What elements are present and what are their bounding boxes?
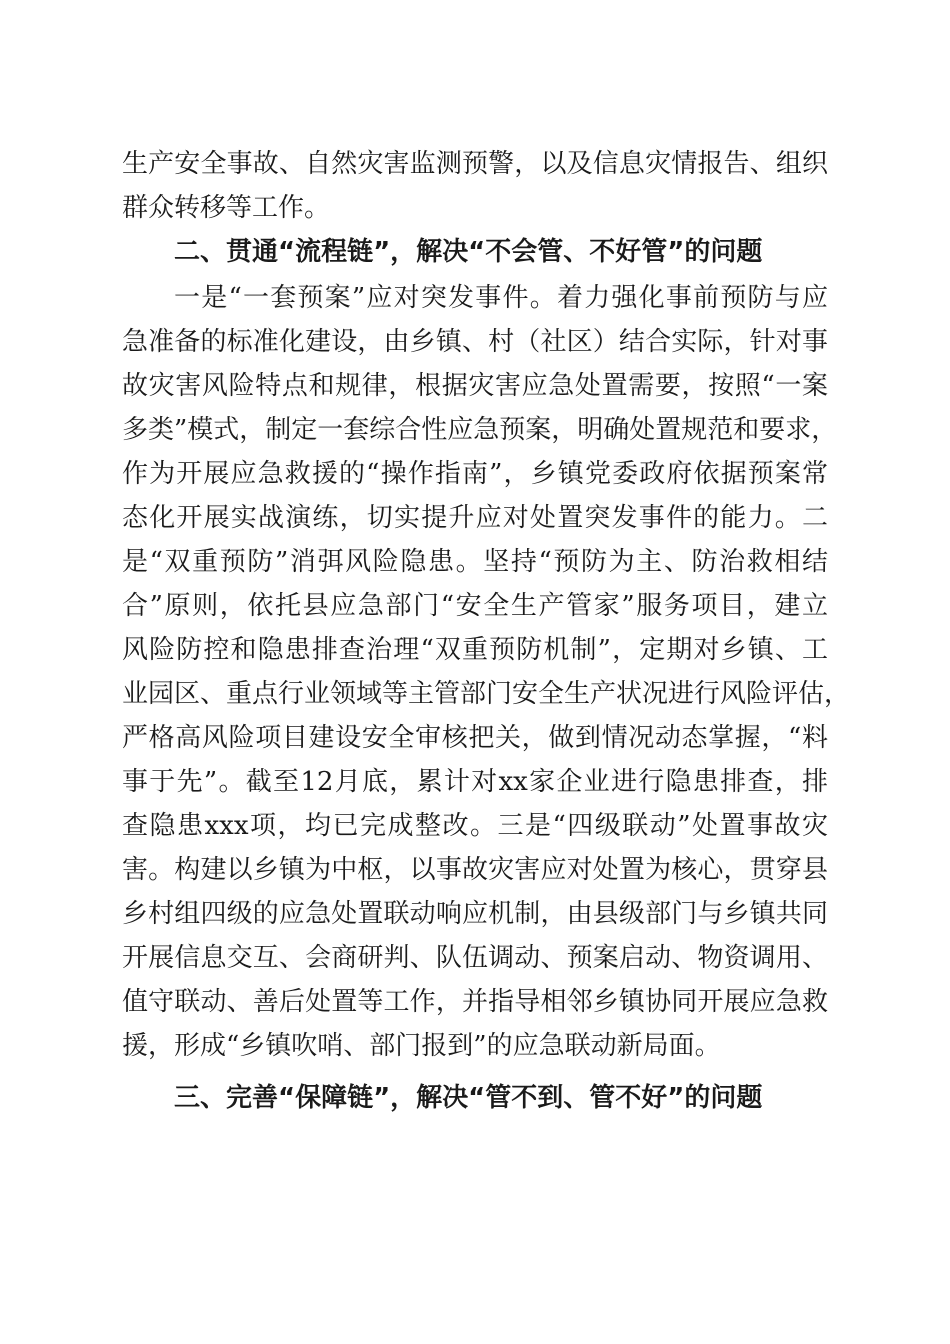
paragraph-line: 援，形成“乡镇吹哨、部门报到”的应急联动新局面。 <box>122 1031 721 1061</box>
section-heading-3: 三、完善“保障链”，解决“管不到、管不好”的问题 <box>174 1083 763 1113</box>
section-heading-2: 二、贯通“流程链”，解决“不会管、不好管”的问题 <box>174 237 763 267</box>
paragraph-line: 值守联动、善后处置等工作，并指导相邻乡镇协同开展应急救 <box>122 987 828 1017</box>
paragraph-line: 害。构建以乡镇为中枢，以事故灾害应对处置为核心，贯穿县 <box>122 855 828 885</box>
paragraph-line: 乡村组四级的应急处置联动响应机制，由县级部门与乡镇共同 <box>122 899 828 929</box>
paragraph-line: 查隐患xxx项，均已完成整改。三是“四级联动”处置事故灾 <box>122 811 828 841</box>
paragraph-line: 是“双重预防”消弭风险隐患。坚持“预防为主、防治救相结 <box>122 547 828 577</box>
paragraph-line: 作为开展应急救援的“操作指南”，乡镇党委政府依据预案常 <box>122 459 828 489</box>
paragraph-line: 合”原则，依托县应急部门“安全生产管家”服务项目，建立 <box>122 591 828 621</box>
paragraph-line: 风险防控和隐患排查治理“双重预防机制”，定期对乡镇、工 <box>122 635 828 665</box>
paragraph-line: 事于先”。截至12月底，累计对xx家企业进行隐患排查，排 <box>122 767 828 797</box>
paragraph-line: 态化开展实战演练，切实提升应对处置突发事件的能力。二 <box>122 503 828 533</box>
paragraph-line: 开展信息交互、会商研判、队伍调动、预案启动、物资调用、 <box>122 943 828 973</box>
paragraph-line: 多类”模式，制定一套综合性应急预案，明确处置规范和要求， <box>122 415 838 445</box>
continuation-line: 生产安全事故、自然灾害监测预警，以及信息灾情报告、组织 <box>122 149 828 179</box>
paragraph-line: 急准备的标准化建设，由乡镇、村（社区）结合实际，针对事 <box>122 327 828 357</box>
continuation-line: 群众转移等工作。 <box>122 193 331 223</box>
paragraph-line: 故灾害风险特点和规律，根据灾害应急处置需要，按照“一案 <box>122 371 828 401</box>
paragraph-line: 一是“一套预案”应对突发事件。着力强化事前预防与应 <box>174 283 828 313</box>
paragraph-line: 业园区、重点行业领域等主管部门安全生产状况进行风险评估， <box>122 679 851 709</box>
paragraph-line: 严格高风险项目建设安全审核把关，做到情况动态掌握，“料 <box>122 723 828 753</box>
